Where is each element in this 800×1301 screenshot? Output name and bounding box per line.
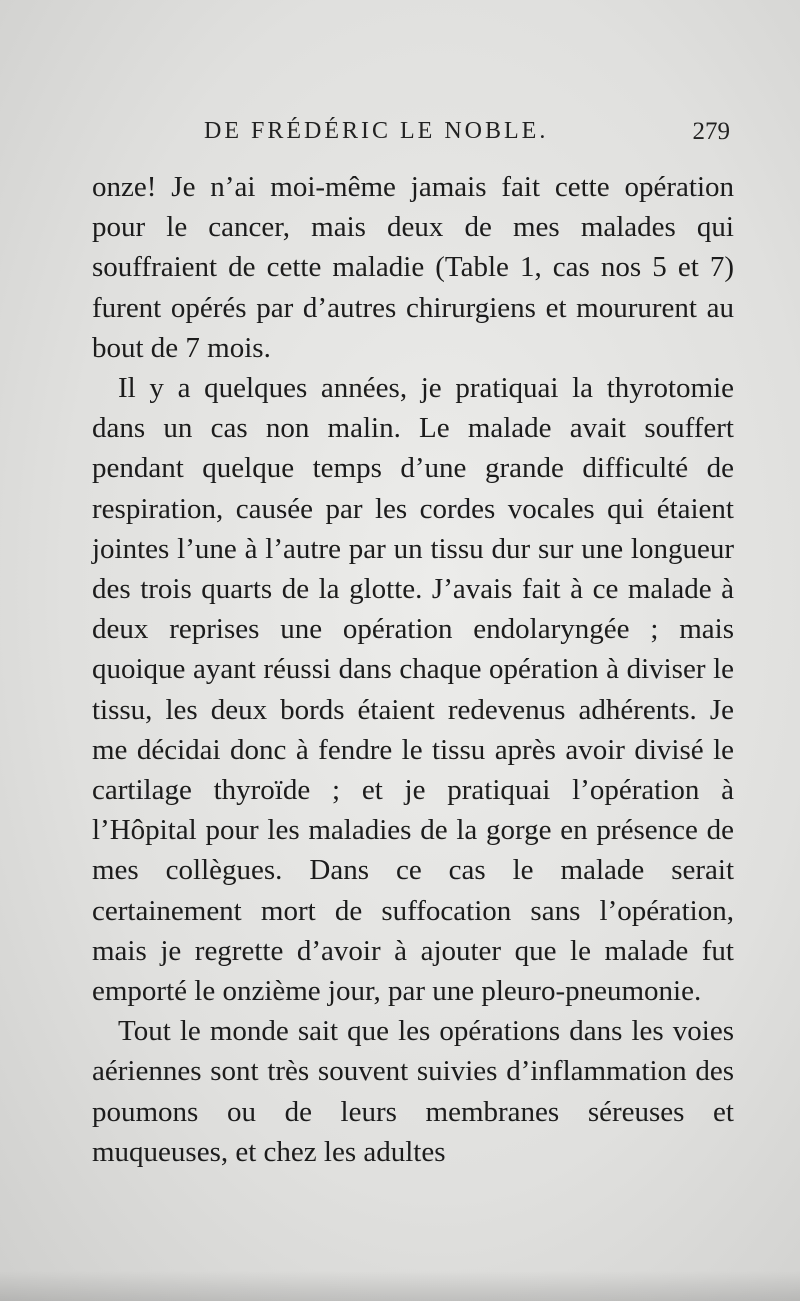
paragraph-3: Tout le monde sait que les opérations dans les voies aériennes sont très souvent suivies d’inflammation des poumons ou de leurs membranes séreuses et muqueuses, et chez les adultes [92, 1015, 734, 1168]
running-title: DE FRÉDÉRIC LE NOBLE. [204, 118, 549, 144]
body-text [92, 167, 734, 1172]
paragraph-2: Il y a quelques années, je pratiquai la thyrotomie dans un cas non malin. Le malade avait souffert pendant quelque temps d’une grande difficulté de respiration, causée par les cordes vocales qui étaient jointes l’une à l’autre par un tissu dur sur une longueur des trois quarts de la glotte. J’avais fait à ce malade à deux reprises une opération endolaryngée ; mais quoique ayant réussi dans chaque opération à diviser le tissu, les deux bords étaient redevenus adhérents. Je me décidai donc à fendre le tissu après avoir divisé le cartilage thyroïde ; et je pratiquai l’opération à l’Hôpital pour les maladies de la gorge en présence de mes collègues. Dans ce cas le malade serait certainement mort de suffocation sans l’opération, mais je regrette d’avoir à ajouter que le malade fut emporté le onzième jour, par une pleuro-pneumonie. [92, 372, 734, 1008]
page-edge-shadow [0, 1271, 800, 1301]
paragraph-1: onze! Je n’ai moi-même jamais fait cette opération pour le cancer, mais deux de mes malades qui souffraient de cette maladie (Table 1, cas nos 5 et 7) furent opérés par d’autres chirurgiens et moururent au bout de 7 mois. [92, 171, 734, 364]
running-head [92, 118, 732, 154]
page-number: 279 [692, 118, 730, 145]
